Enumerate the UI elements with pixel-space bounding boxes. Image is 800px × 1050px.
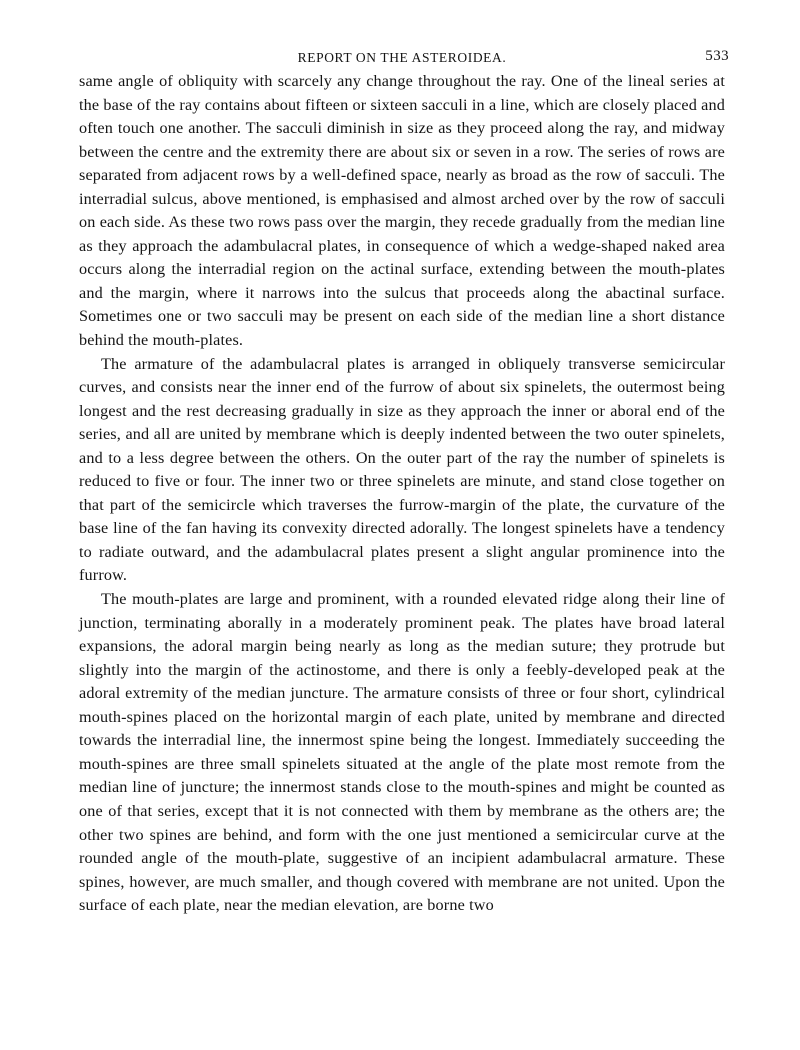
- running-title: REPORT ON THE ASTEROIDEA.: [297, 50, 507, 65]
- running-head: [79, 44, 729, 70]
- paragraph-adambulacral-armature: The armature of the adambulacral plates is arranged in obliquely transverse semicircular curves, and consists near the inner end of the furrow of about six spinelets, the outermost being longest and the rest decreasing gradually in size as they approach the inner or aboral end of the series, and all are united by membrane which is deeply indented between the two outer spinelets, and to a less degree between the others. On the outer part of the ray the number of spinelets is reduced to five or four. The inner two or three spinelets are minute, and stand close together on that part of the semicircle which traverses the furrow-margin of the plate, the curvature of the base line of the fan having its convexity directed adorally. The longest spinelets have a tendency to radiate outward, and the adambulacral plates present a slight angular prominence into the furrow.: [79, 354, 725, 585]
- document-page: [79, 44, 729, 918]
- paragraph-mouth-plates: The mouth-plates are large and prominent, with a rounded elevated ridge along their line of junction, terminating aborally in a moderately prominent peak. The plates have broad lateral expansions, the adoral margin being nearly as long as the median suture; they protrude but slightly into the margin of the actinostome, and there is only a feebly-developed peak at the adoral extremity of the median juncture. The armature consists of three or four short, cylindrical mouth-spines placed on the horizontal margin of each plate, united by membrane and directed towards the interradial line, the innermost spine being the longest. Immediately succeeding the mouth-spines are three small spinelets situated at the angle of the plate most remote from the median line of juncture; the innermost stands close to the mouth-spines and might be counted as one of that series, except that it is not connected with them by membrane as the others are; the other two spines are behind, and form with the one just mentioned a semicircular curve at the rounded angle of the mouth-plate, suggestive of an incipient adambulacral armature. These spines, however, are much smaller, and though covered with membrane are not united. Upon the surface of each plate, near the median elevation, are borne two: [79, 590, 725, 915]
- paragraph-continuation: same angle of obliquity with scarcely any change throughout the ray. One of the lineal series at the base of the ray contains about fifteen or sixteen sacculi in a line, which are closely placed and often touch one another. The sacculi diminish in size as they proceed along the ray, and midway between the centre and the extremity there are about six or seven in a row. The series of rows are separated from adjacent rows by a well-defined space, nearly as broad as the row of sacculi. The interradial sulcus, above mentioned, is emphasised and almost arched over by the row of sacculi on each side. As these two rows pass over the margin, they recede gradually from the median line as they approach the adambulacral plates, in consequence of which a wedge-shaped naked area occurs along the interradial region on the actinal surface, extending between the mouth-plates and the margin, where it narrows into the sulcus that proceeds along the abactinal surface. Sometimes one or two sacculi may be present on each side of the median line a short distance behind the mouth-plates.: [79, 72, 725, 350]
- page-number: 533: [705, 48, 729, 64]
- body-text: [79, 70, 725, 918]
